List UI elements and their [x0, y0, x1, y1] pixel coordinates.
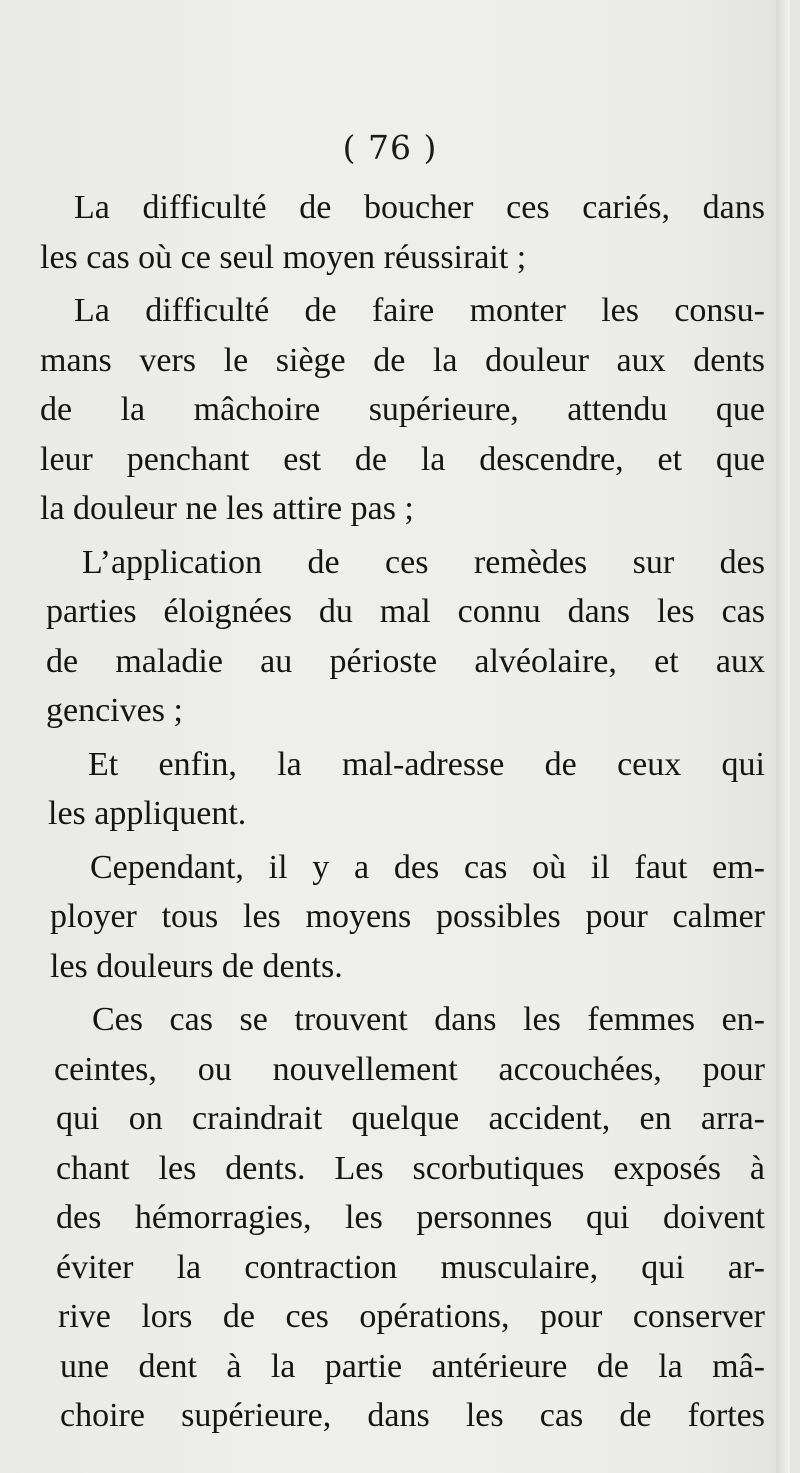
text-line: parties éloignées du mal connu dans les cas — [46, 593, 765, 630]
text-line: Cependant, il y a des cas où il faut em- — [90, 848, 765, 886]
paragraph — [40, 538, 765, 736]
text-line: Ces cas se trouvent dans les femmes en- — [92, 1001, 765, 1038]
text-line: rive lors de ces opérations, pour conserver — [58, 1298, 765, 1335]
text-line: les appliquent. — [48, 795, 247, 832]
text-line: une dent à la partie antérieure de la mâ- — [60, 1347, 765, 1385]
text-line: mans vers le siège de la douleur aux dents — [40, 341, 765, 379]
text-line: ceintes, ou nouvellement accouchées, pour — [54, 1050, 765, 1088]
paragraph — [40, 286, 765, 534]
text-line: éviter la contraction musculaire, qui ar- — [56, 1248, 765, 1286]
text-line: choire supérieure, dans les cas de fortes — [60, 1397, 765, 1434]
paragraph — [40, 740, 765, 839]
text-line: L’application de ces remèdes sur des — [82, 543, 765, 581]
text-line: chant les dents. Les scorbutiques exposés à — [56, 1149, 765, 1187]
text-line: Et enfin, la mal-adresse de ceux qui — [88, 745, 765, 783]
text-line: leur penchant est de la descendre, et que — [40, 440, 765, 478]
text-line: ployer tous les moyens possibles pour calmer — [50, 898, 765, 935]
paragraph — [40, 183, 765, 282]
paragraph — [40, 843, 765, 992]
text-line: gencives ; — [46, 692, 183, 729]
text-line: de maladie au périoste alvéolaire, et aux — [46, 642, 765, 680]
text-line: qui on craindrait quelque accident, en arra- — [56, 1100, 765, 1137]
text-line: les douleurs de dents. — [50, 947, 343, 985]
text-line: des hémorragies, les personnes qui doivent — [56, 1199, 765, 1236]
page-edge — [776, 0, 790, 1473]
text-line: La difficulté de faire monter les consu- — [74, 292, 765, 329]
text-line: les cas où ce seul moyen réussirait ; — [40, 238, 527, 276]
body-text — [40, 183, 765, 1441]
page-number: ( 76 ) — [342, 128, 438, 167]
paragraph — [40, 995, 765, 1441]
text-line: de la mâchoire supérieure, attendu que — [40, 391, 765, 428]
text-line: la douleur ne les attire pas ; — [40, 490, 414, 527]
text-line: La difficulté de boucher ces cariés, dans — [74, 189, 765, 226]
